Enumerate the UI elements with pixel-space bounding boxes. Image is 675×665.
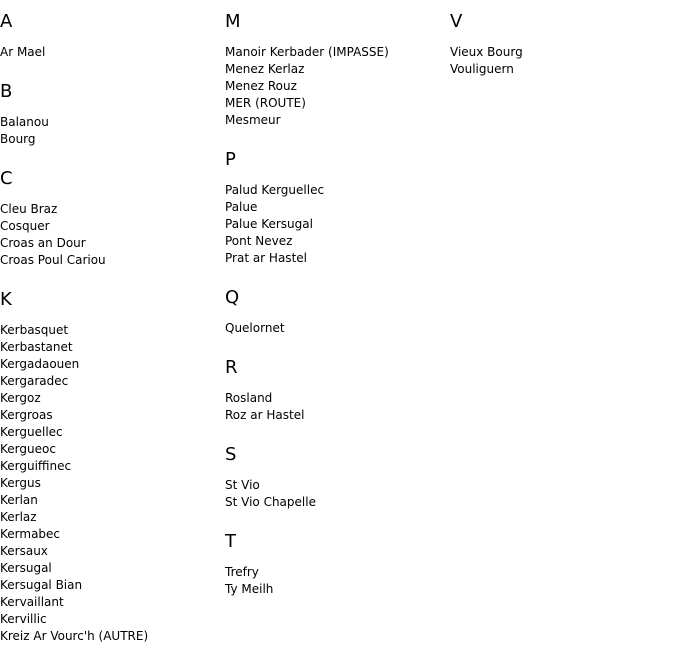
place-list xyxy=(0,322,220,645)
place-link[interactable]: Kreiz Ar Vourc'h (AUTRE) xyxy=(0,629,149,643)
place-link[interactable]: Vouliguern xyxy=(450,62,514,76)
place-link[interactable]: Croas an Dour xyxy=(0,236,86,250)
place-link[interactable]: St Vio Chapelle xyxy=(225,495,316,509)
place-link[interactable]: Palue Kersugal xyxy=(225,217,313,231)
place-link[interactable]: Kergoz xyxy=(0,391,41,405)
letter-group xyxy=(225,530,445,598)
place-link[interactable]: Cleu Braz xyxy=(0,202,58,216)
place-list xyxy=(225,320,445,337)
letter-heading: K xyxy=(0,289,12,310)
letter-heading: M xyxy=(225,11,241,32)
letter-group xyxy=(225,148,445,267)
place-link[interactable]: Cosquer xyxy=(0,219,50,233)
place-list xyxy=(0,44,220,61)
letter-group xyxy=(0,167,220,269)
place-list xyxy=(225,44,445,129)
place-link[interactable]: Roz ar Hastel xyxy=(225,408,305,422)
place-link[interactable]: MER (ROUTE) xyxy=(225,96,306,110)
letter-group xyxy=(225,286,445,337)
place-link[interactable]: Kerbastanet xyxy=(0,340,73,354)
place-link[interactable]: Kergueoc xyxy=(0,442,56,456)
place-link[interactable]: Balanou xyxy=(0,115,49,129)
place-link[interactable]: Croas Poul Cariou xyxy=(0,253,106,267)
letter-heading: B xyxy=(0,81,13,102)
place-link[interactable]: Quelornet xyxy=(225,321,285,335)
place-list xyxy=(450,44,670,78)
place-link[interactable]: Menez Rouz xyxy=(225,79,297,93)
letter-heading: Q xyxy=(225,287,240,308)
column-2 xyxy=(225,10,445,617)
letter-group xyxy=(225,10,445,129)
place-link[interactable]: Kerlaz xyxy=(0,510,37,524)
letter-heading: T xyxy=(225,531,236,552)
place-link[interactable]: Kergaradec xyxy=(0,374,69,388)
place-link[interactable]: Mesmeur xyxy=(225,113,281,127)
place-link[interactable]: Trefry xyxy=(225,565,259,579)
place-link[interactable]: Kerlan xyxy=(0,493,38,507)
place-list xyxy=(225,564,445,598)
place-link[interactable]: Kersugal xyxy=(0,561,52,575)
letter-group xyxy=(0,288,220,645)
place-list xyxy=(0,201,220,269)
place-link[interactable]: Prat ar Hastel xyxy=(225,251,307,265)
place-link[interactable]: Manoir Kerbader (IMPASSE) xyxy=(225,45,389,59)
place-link[interactable]: Kersugal Bian xyxy=(0,578,83,592)
place-list xyxy=(225,477,445,511)
place-link[interactable]: Kergroas xyxy=(0,408,53,422)
letter-heading: P xyxy=(225,149,236,170)
place-link[interactable]: Kervillic xyxy=(0,612,47,626)
letter-heading: C xyxy=(0,168,13,189)
place-link[interactable]: Kergus xyxy=(0,476,41,490)
place-link[interactable]: Ty Meilh xyxy=(225,582,274,596)
place-link[interactable]: Kermabec xyxy=(0,527,61,541)
place-link[interactable]: Rosland xyxy=(225,391,273,405)
place-link[interactable]: Vieux Bourg xyxy=(450,45,523,59)
letter-heading: V xyxy=(450,11,463,32)
letter-group xyxy=(225,443,445,511)
place-link[interactable]: Menez Kerlaz xyxy=(225,62,305,76)
place-link[interactable]: Kervaillant xyxy=(0,595,64,609)
letter-heading: R xyxy=(225,357,238,378)
place-link[interactable]: St Vio xyxy=(225,478,260,492)
place-link[interactable]: Kersaux xyxy=(0,544,48,558)
place-list xyxy=(0,114,220,148)
place-link[interactable]: Kerguellec xyxy=(0,425,63,439)
column-3 xyxy=(450,10,670,97)
place-list xyxy=(225,182,445,267)
letter-heading: A xyxy=(0,11,13,32)
place-link[interactable]: Palue xyxy=(225,200,258,214)
place-list xyxy=(225,390,445,424)
letter-group xyxy=(0,10,220,61)
letter-group xyxy=(225,356,445,424)
place-link[interactable]: Kergadaouen xyxy=(0,357,80,371)
place-link[interactable]: Palud Kerguellec xyxy=(225,183,325,197)
letter-group xyxy=(0,80,220,148)
place-link[interactable]: Kerguiffinec xyxy=(0,459,72,473)
place-link[interactable]: Pont Nevez xyxy=(225,234,293,248)
letter-heading: S xyxy=(225,444,237,465)
place-link[interactable]: Kerbasquet xyxy=(0,323,69,337)
place-link[interactable]: Ar Mael xyxy=(0,45,46,59)
place-link[interactable]: Bourg xyxy=(0,132,36,146)
letter-group xyxy=(450,10,670,78)
column-1 xyxy=(0,10,220,664)
